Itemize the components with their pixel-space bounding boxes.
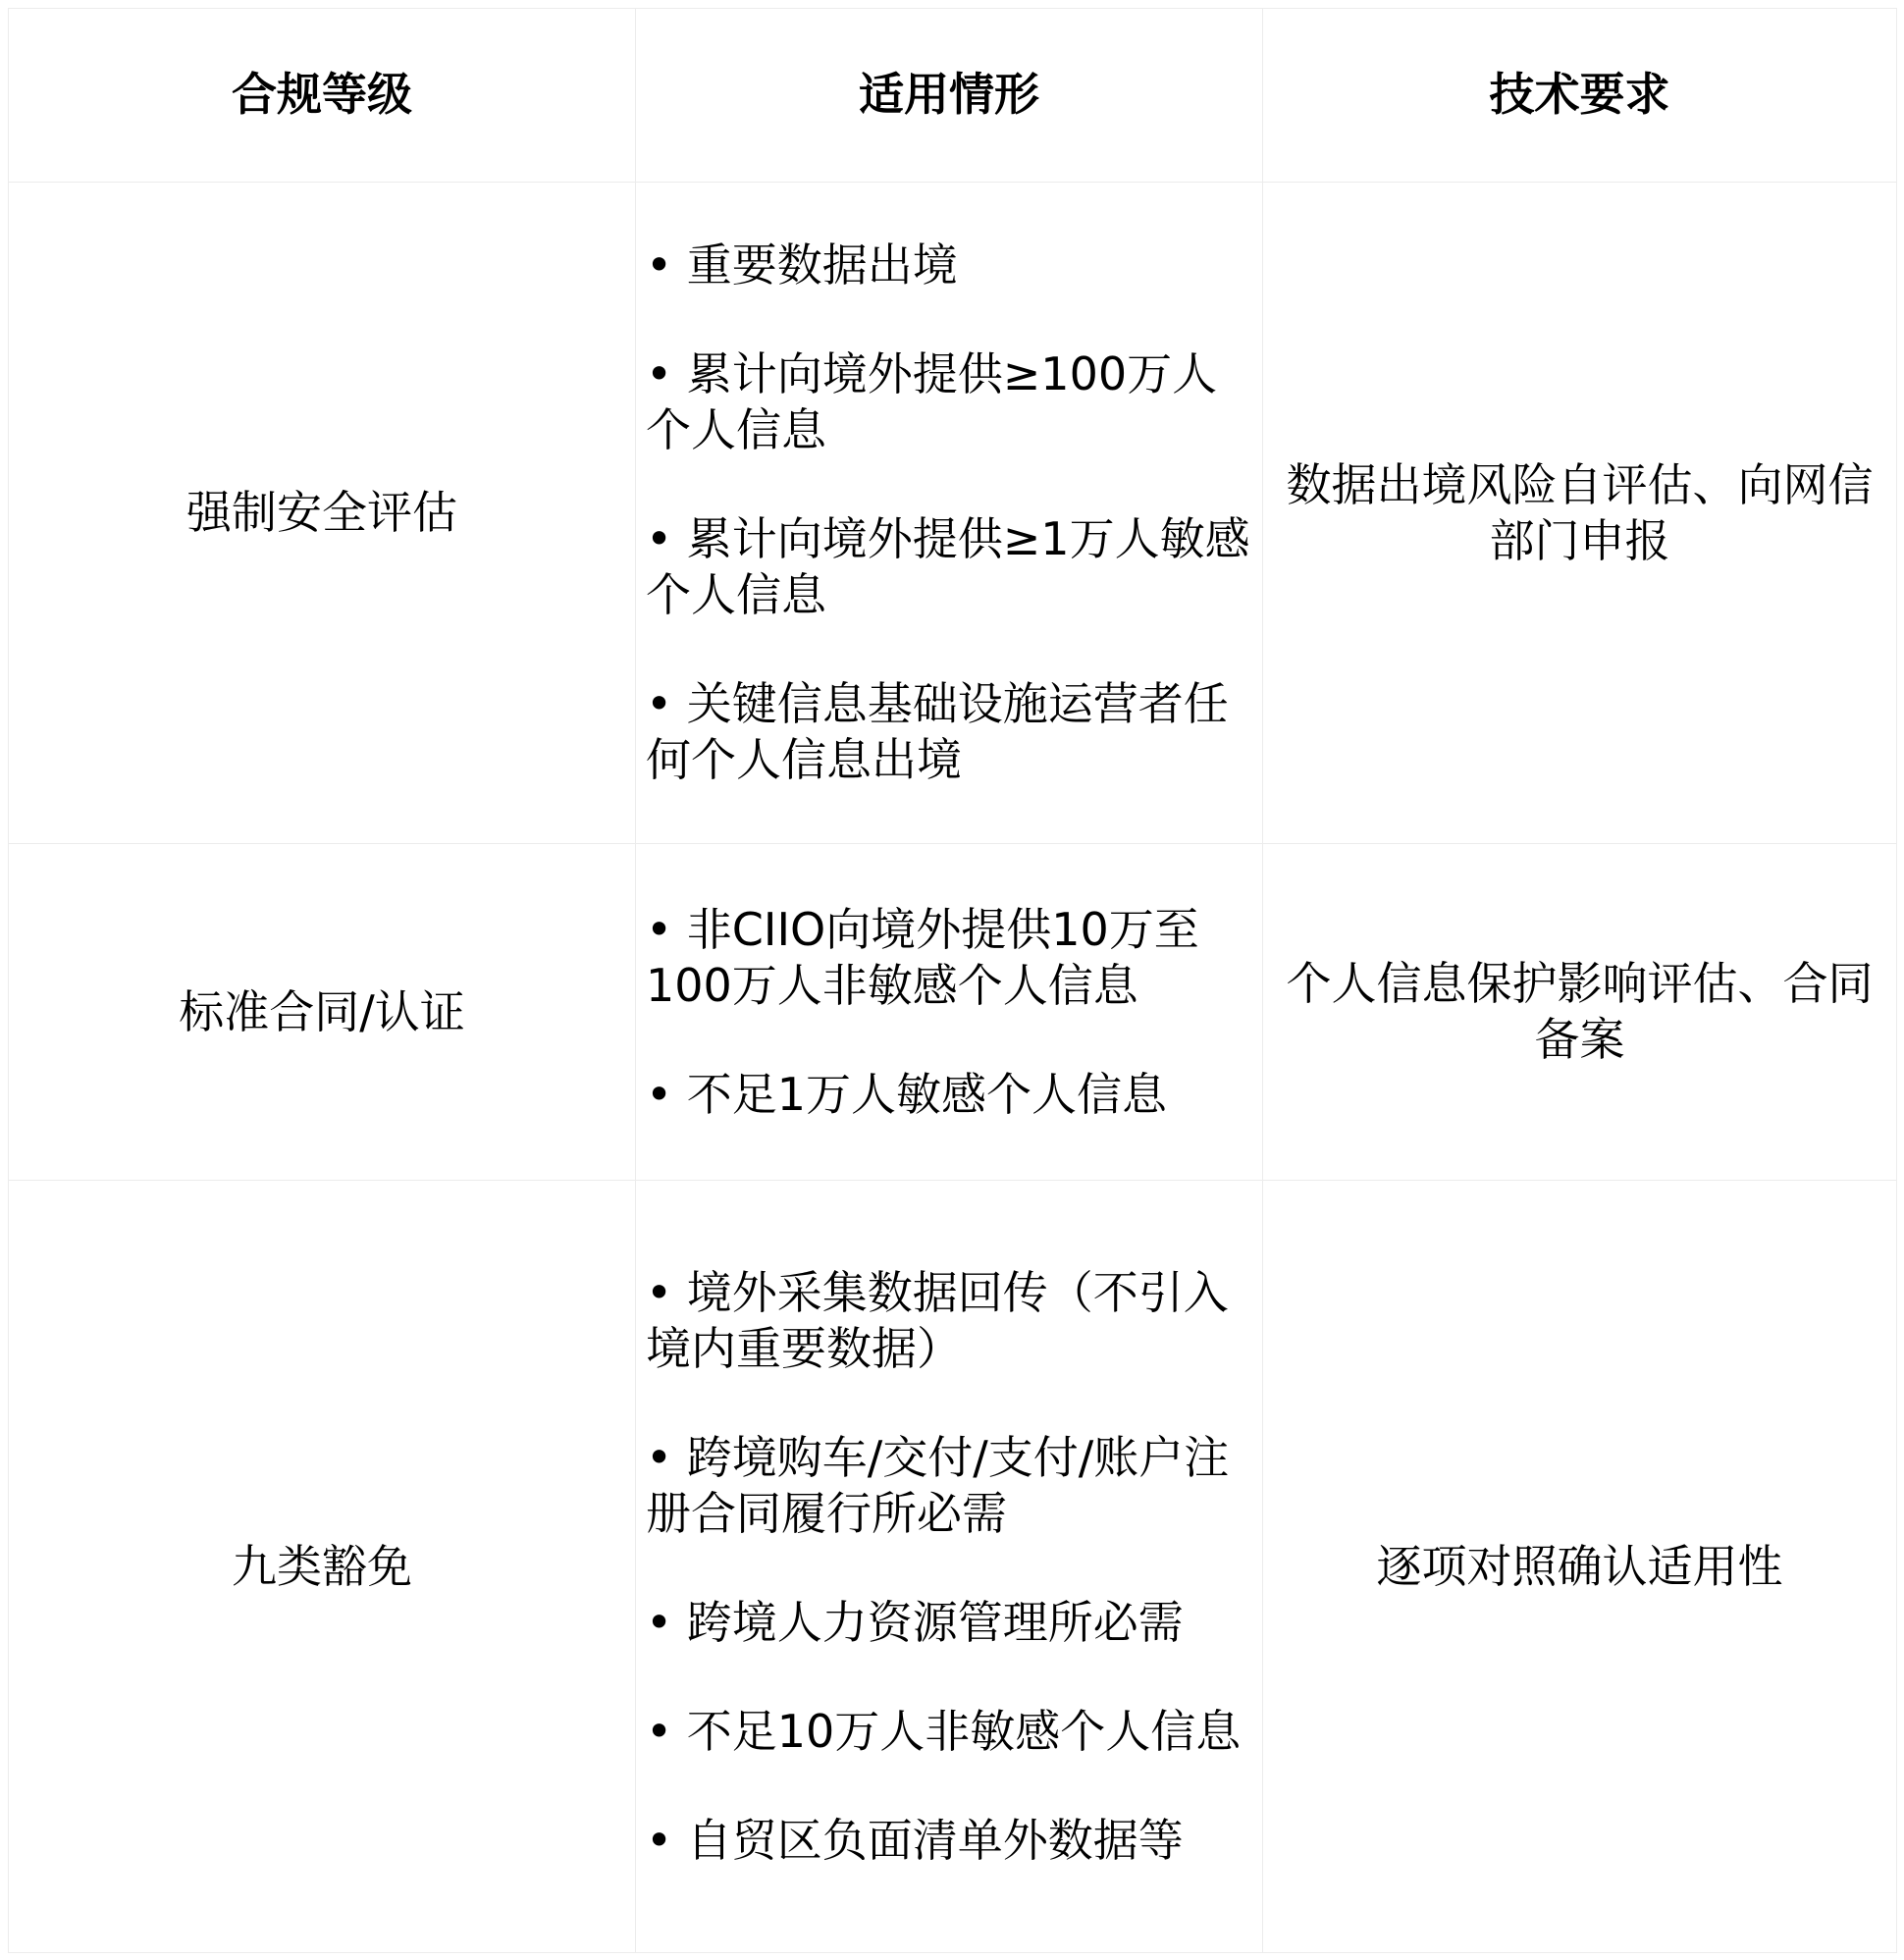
case-item: • 非CIIO向境外提供10万至100万人非敏感个人信息 [646, 902, 1199, 1012]
case-item: • 跨境人力资源管理所必需 [646, 1595, 1184, 1649]
header-technical-requirements: 技术要求 [1263, 9, 1897, 183]
compliance-table [8, 8, 1897, 1953]
case-item: • 境外采集数据回传（不引入境内重要数据） [646, 1265, 1229, 1375]
header-applicable-cases: 适用情形 [636, 9, 1263, 183]
level-cell: 强制安全评估 [9, 183, 636, 844]
header-compliance-level: 合规等级 [9, 9, 636, 183]
case-item: • 跨境购车/交付/支付/账户注册合同履行所必需 [646, 1430, 1230, 1540]
table-row [9, 183, 1897, 844]
table-header-row [9, 9, 1897, 183]
case-item: • 累计向境外提供≥100万人个人信息 [646, 347, 1218, 456]
table-row [9, 1181, 1897, 1953]
case-item: • 不足1万人敏感个人信息 [646, 1067, 1168, 1121]
tech-requirement-cell: 个人信息保护影响评估、合同备案 [1263, 844, 1897, 1181]
case-item: • 不足10万人非敏感个人信息 [646, 1704, 1242, 1758]
tech-requirement-cell: 逐项对照确认适用性 [1263, 1181, 1897, 1953]
tech-requirement-cell: 数据出境风险自评估、向网信部门申报 [1263, 183, 1897, 844]
case-item: • 重要数据出境 [646, 238, 958, 291]
level-cell: 九类豁免 [9, 1181, 636, 1953]
cases-cell [636, 183, 1263, 844]
case-item: • 关键信息基础设施运营者任何个人信息出境 [646, 677, 1229, 786]
case-item: • 累计向境外提供≥1万人敏感个人信息 [646, 512, 1250, 621]
level-cell: 标准合同/认证 [9, 844, 636, 1181]
cases-cell [636, 844, 1263, 1181]
compliance-table-container [8, 8, 1896, 1953]
cases-cell [636, 1181, 1263, 1953]
table-row [9, 844, 1897, 1181]
case-item: • 自贸区负面清单外数据等 [646, 1813, 1184, 1867]
